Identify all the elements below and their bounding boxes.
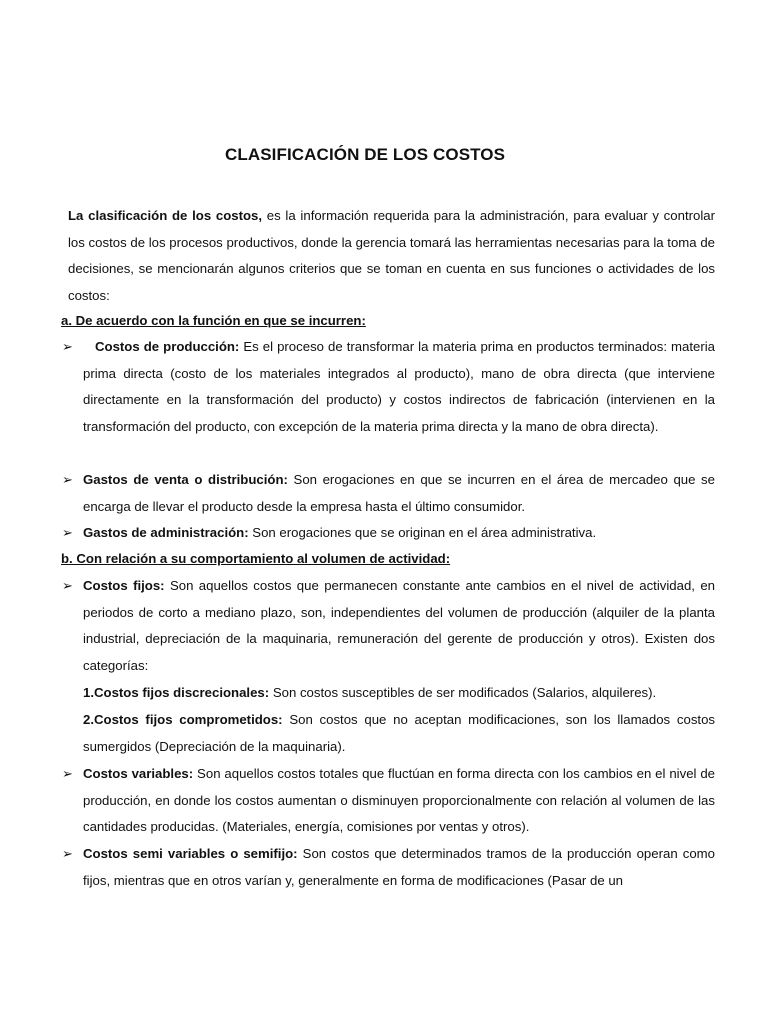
bullet-arrow-icon: ➢ <box>62 339 73 354</box>
item-text: Son erogaciones en que se incurren en el área de mercadeo que se encarga de llevar el producto desde la empresa hasta el último consumidor. <box>83 472 715 514</box>
page-title: CLASIFICACIÓN DE LOS COSTOS <box>225 145 506 164</box>
subitem-fijos-discrecionales <box>83 680 715 707</box>
list-item-costos-produccion <box>62 334 715 440</box>
intro-text: es la información requerida para la administración, para evaluar y controlar los costos de los procesos productivos, donde la gerencia tomará las herramientas necesarias para la toma de decisiones, se mencionarán algunos criterios que se toman en cuenta en sus funciones o actividades de los costos: <box>68 208 715 303</box>
item-lead: Costos fijos: <box>83 578 165 593</box>
bullet-arrow-icon: ➢ <box>62 846 73 861</box>
item-text: Son aquellos costos totales que fluctúan en forma directa con los cambios en el nivel de producción, en donde los costos aumentan o disminuyen proporcionalmente con relación al volumen de las cantidades producidas. (Materiales, energía, comisiones por ventas y otros). <box>83 766 716 834</box>
item-lead: Costos de producción: <box>95 339 240 354</box>
bullet-arrow-icon: ➢ <box>62 578 73 593</box>
item-lead: Gastos de administración: <box>83 525 249 540</box>
list-item-gastos-venta <box>62 467 715 520</box>
item-text: Es el proceso de transformar la materia prima en productos terminados: materia prima directa (costo de los materiales integrados al producto), mano de obra directa (que interviene directamente en la transformación del producto) y costos indirectos de fabricación (intervienen en la transformación del producto, con excepción de la materia prima directa y la mano de obra directa). <box>83 339 716 434</box>
list-item-costos-fijos <box>62 573 715 679</box>
subitem-text: Son costos que no aceptan modificaciones, son los llamados costos sumergidos (Depreciación de la maquinaria). <box>83 712 716 754</box>
bullet-arrow-icon: ➢ <box>62 525 73 540</box>
intro-lead: La clasificación de los costos, <box>68 208 263 223</box>
list-item-gastos-administracion <box>62 520 715 547</box>
list-item-costos-semivariables <box>62 841 715 894</box>
subitem-lead: 1.Costos fijos discrecionales: <box>83 685 270 700</box>
subitem-lead: 2.Costos fijos comprometidos: <box>83 712 283 727</box>
bullet-arrow-icon: ➢ <box>62 472 73 487</box>
item-text: Son costos que determinados tramos de la producción operan como fijos, mientras que en otros varían y, generalmente en forma de modificaciones (Pasar de un <box>83 846 715 888</box>
subitem-text: Son costos susceptibles de ser modificados (Salarios, alquileres). <box>269 685 657 700</box>
subitem-fijos-comprometidos <box>83 707 715 760</box>
item-text: Son aquellos costos que permanecen constante ante cambios en el nivel de actividad, en periodos de corto a mediano plazo, son, independientes del volumen de producción (alquiler de la planta industrial, depreciación de la maquinaria, remuneración del gerente de producción y otros). Existen dos categorías: <box>83 578 715 673</box>
bullet-arrow-icon: ➢ <box>62 766 73 781</box>
item-lead: Gastos de venta o distribución: <box>83 472 288 487</box>
section-a-heading: a. De acuerdo con la función en que se incurren: <box>61 313 366 328</box>
list-item-costos-variables <box>62 761 715 841</box>
item-lead: Costos semi variables o semifijo: <box>83 846 298 861</box>
item-lead: Costos variables: <box>83 766 194 781</box>
item-text: Son erogaciones que se originan en el área administrativa. <box>248 525 597 540</box>
section-b-heading: b. Con relación a su comportamiento al volumen de actividad: <box>61 551 451 566</box>
intro-paragraph <box>68 203 715 309</box>
